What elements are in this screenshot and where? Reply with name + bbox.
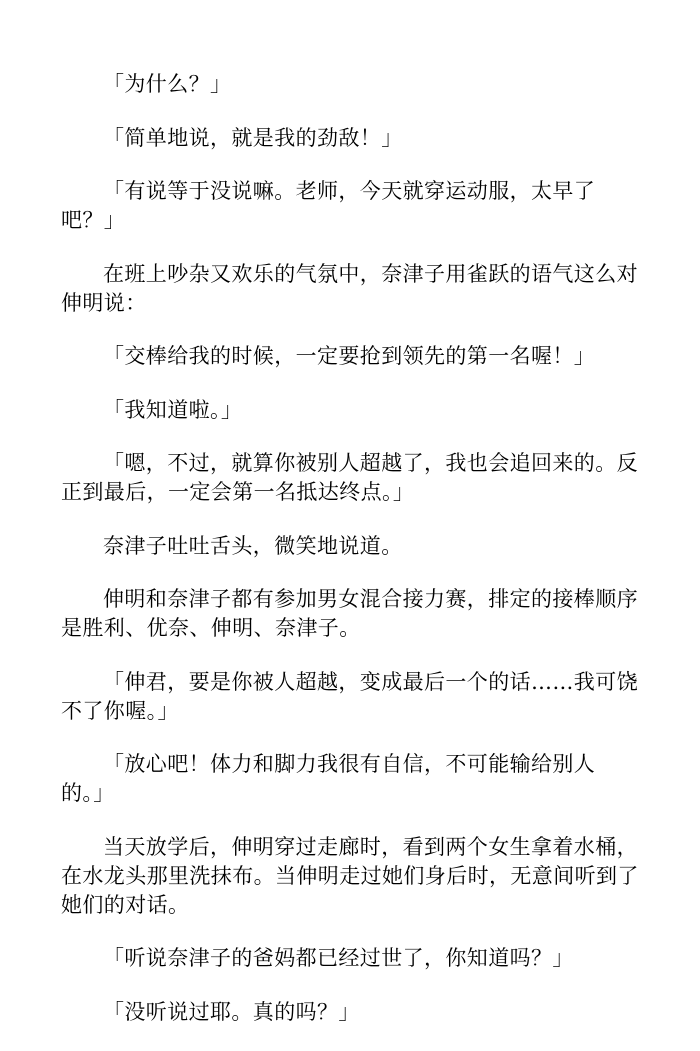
paragraph: 奈津子吐吐舌头，微笑地说道。: [103, 533, 403, 558]
paragraph: 「听说奈津子的爸妈都已经过世了，你知道吗？」: [103, 946, 574, 970]
paragraph: 「为什么？」: [103, 72, 232, 96]
paragraph: 「嗯，不过，就算你被别人超越了，我也会追回来的。反正到最后，一定会第一名抵达终点。」: [61, 451, 638, 504]
paragraph: 「没听说过耶。真的吗？」: [103, 999, 360, 1024]
paragraph: 当天放学后，伸明穿过走廊时，看到两个女生拿着水桶，在水龙头那里洗抹布。当伸明走过她们身后时，无意间听到了她们的对话。: [61, 834, 639, 917]
paragraph: 「有说等于没说嘛。老师，今天就穿运动服，太早了 吧？」: [61, 179, 596, 232]
paragraph: 「伸君，要是你被人超越，变成最后一个的话……我可饶不了你喔。」: [61, 669, 638, 723]
paragraph: 伸明和奈津子都有参加男女混合接力赛，排定的接棒顺序是胜利、优奈、伸明、奈津子。: [61, 587, 638, 640]
novel-page: [61, 70, 641, 1051]
paragraph: 「放心吧！体力和脚力我很有自信，不可能输给别人 的。」: [61, 752, 596, 805]
paragraph: 「简单地说，就是我的劲敌！」: [103, 125, 403, 150]
paragraph: 在班上吵杂又欢乐的气氛中，奈津子用雀跃的语气这么对伸明说：: [61, 261, 638, 315]
paragraph: 「交棒给我的时候，一定要抢到领先的第一名喔！」: [103, 344, 596, 368]
paragraph: 「我知道啦。」: [103, 397, 243, 422]
